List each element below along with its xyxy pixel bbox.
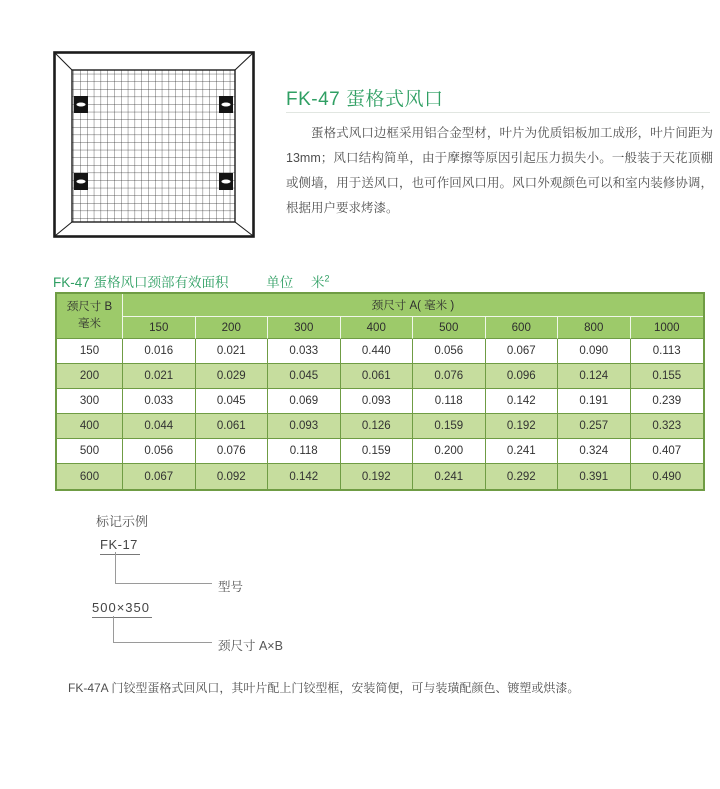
area-value-cell: 0.324 [558,439,631,464]
area-value-cell: 0.045 [196,389,269,414]
area-value-cell: 0.096 [486,364,559,389]
table-container [55,292,705,491]
size-label: 颈尺寸 A×B [218,639,283,653]
area-value-cell: 0.126 [341,414,414,439]
column-header-neck-b: 颈尺寸 B 毫米 [57,294,123,339]
area-value-cell: 0.191 [558,389,631,414]
area-value-cell: 0.155 [631,364,704,389]
area-value-cell: 0.192 [486,414,559,439]
area-value-cell: 0.033 [268,339,341,364]
table-body [57,339,703,489]
unit-label: 单位 [266,275,294,290]
title-divider [286,112,710,113]
column-header-800: 800 [558,317,631,339]
area-value-cell: 0.021 [196,339,269,364]
model-label: 型号 [218,580,244,594]
model-pointer-line [115,552,212,584]
area-value-cell: 0.016 [123,339,196,364]
area-value-cell: 0.159 [413,414,486,439]
model-code: FK-17 [100,537,140,555]
area-value-cell: 0.056 [123,439,196,464]
footnote: FK-47A 门铰型蛋格式回风口，其叶片配上门铰型框，安装简便，可与装璜配颜色、镀塑或烘漆。 [68,681,580,695]
table-row [57,364,703,389]
area-value-cell: 0.124 [558,364,631,389]
unit-superscript: 2 [324,273,330,284]
column-header-1000: 1000 [631,317,704,339]
row-header-neck-b: 500 [57,439,123,464]
column-header-600: 600 [486,317,559,339]
area-value-cell: 0.323 [631,414,704,439]
area-value-cell: 0.440 [341,339,414,364]
area-value-cell: 0.029 [196,364,269,389]
area-value-cell: 0.490 [631,464,704,489]
table-row [57,439,703,464]
area-value-cell: 0.045 [268,364,341,389]
column-header-400: 400 [341,317,414,339]
unit-value: 米$^2$ [311,273,330,290]
row-header-neck-b: 300 [57,389,123,414]
area-value-cell: 0.118 [268,439,341,464]
marking-example-heading: 标记示例 [96,514,149,529]
clip-top-left [74,96,88,113]
page-title: FK-47 蛋格式风口 [286,89,444,110]
size-pointer-line [113,616,212,643]
table-row [57,414,703,439]
size-code: 500×350 [92,600,152,618]
row-header-neck-b: 150 [57,339,123,364]
table-header-row [57,294,703,317]
table-subheader-row [57,317,703,339]
column-header-300: 300 [268,317,341,339]
area-value-cell: 0.257 [558,414,631,439]
area-value-cell: 0.092 [196,464,269,489]
area-value-cell: 0.061 [341,364,414,389]
table-row [57,464,703,489]
column-header-150: 150 [123,317,196,339]
row-header-neck-b: 400 [57,414,123,439]
table-row [57,389,703,414]
area-value-cell: 0.241 [486,439,559,464]
clip-bottom-left [74,173,88,190]
effective-area-table [55,292,705,491]
area-value-cell: 0.113 [631,339,704,364]
area-value-cell: 0.021 [123,364,196,389]
column-header-neck-a: 颈尺寸 A( 毫米 ) [123,294,703,317]
area-value-cell: 0.192 [341,464,414,489]
area-value-cell: 0.093 [268,414,341,439]
egg-crate-grille-diagram [53,51,255,238]
column-header-500: 500 [413,317,486,339]
area-value-cell: 0.118 [413,389,486,414]
area-value-cell: 0.056 [413,339,486,364]
area-value-cell: 0.076 [196,439,269,464]
table-title [53,271,330,291]
clip-bottom-right [219,173,233,190]
area-value-cell: 0.142 [486,389,559,414]
area-value-cell: 0.061 [196,414,269,439]
area-value-cell: 0.391 [558,464,631,489]
clip-top-right [219,96,233,113]
area-value-cell: 0.069 [268,389,341,414]
area-value-cell: 0.292 [486,464,559,489]
row-header-neck-b: 600 [57,464,123,489]
area-value-cell: 0.159 [341,439,414,464]
column-header-200: 200 [196,317,269,339]
grille-mesh [72,70,235,222]
area-value-cell: 0.200 [413,439,486,464]
area-value-cell: 0.067 [123,464,196,489]
area-value-cell: 0.067 [486,339,559,364]
product-description: 蛋格式风口边框采用铝合金型材，叶片为优质铝板加工成形，叶片间距为 13mm；风口结构简单，由于摩擦等原因引起压力损失小。一般装于天花顶棚或侧墙，用于送风口，也可作回风口用。风口外观颜色可以和室内装修协调，根据用户要求烤漆。 [286,126,713,215]
area-value-cell: 0.076 [413,364,486,389]
area-value-cell: 0.033 [123,389,196,414]
row-header-neck-b: 200 [57,364,123,389]
table-title-text: FK-47 蛋格风口颈部有效面积 [53,275,229,290]
table-row [57,339,703,364]
area-value-cell: 0.044 [123,414,196,439]
area-value-cell: 0.093 [341,389,414,414]
area-value-cell: 0.142 [268,464,341,489]
area-value-cell: 0.407 [631,439,704,464]
area-value-cell: 0.239 [631,389,704,414]
area-value-cell: 0.090 [558,339,631,364]
area-value-cell: 0.241 [413,464,486,489]
